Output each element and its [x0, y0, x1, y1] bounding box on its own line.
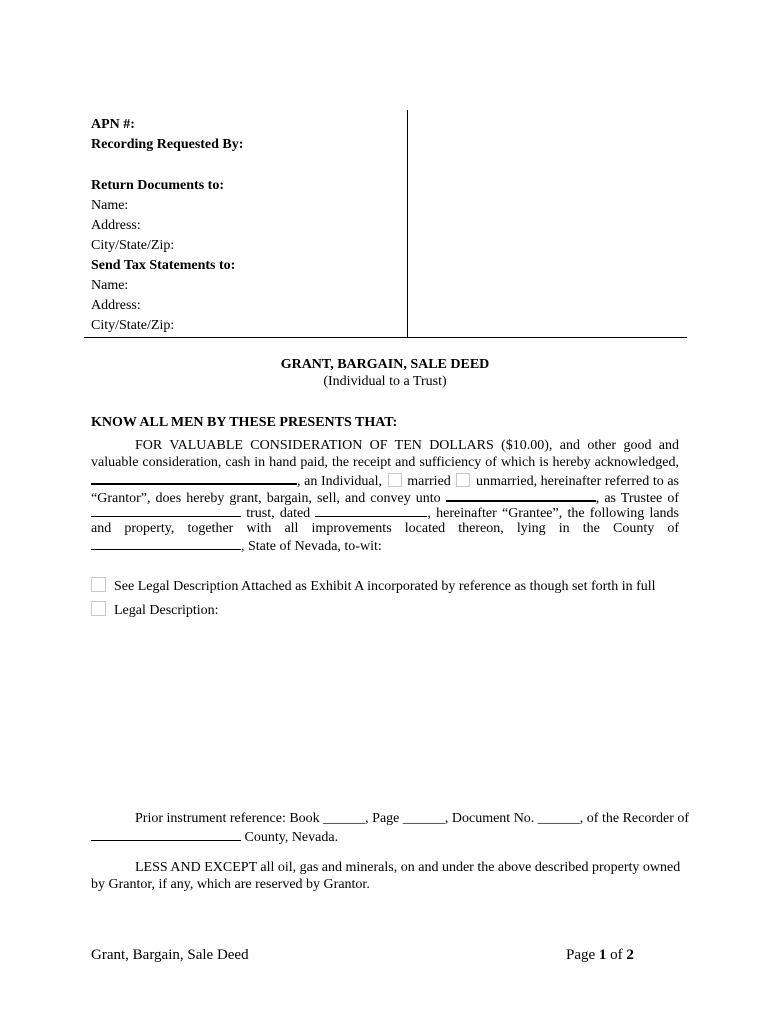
trust-date-field[interactable] [315, 504, 427, 517]
exhibit-option-label: See Legal Description Attached as Exhibit A incorporated by reference as though set forth in full [114, 579, 656, 594]
return-city-label: City/State/Zip: [91, 238, 175, 253]
footer-title: Grant, Bargain, Sale Deed [91, 947, 249, 963]
less-line: by Grantor, if any, which are reserved by Grantor. [91, 876, 370, 892]
tax-statements-label: Send Tax Statements to: [91, 258, 236, 273]
tax-city-label: City/State/Zip: [91, 318, 175, 333]
county-field[interactable] [91, 537, 241, 550]
recording-info [91, 115, 401, 336]
prior-line: Prior instrument reference: Book ______, Page ______, Document No. ______, of the Recorder of [135, 811, 690, 826]
body-line: “Grantor”, does hereby grant, bargain, sell, and convey unto , as Trustee of [91, 488, 679, 505]
less-line: LESS AND EXCEPT all oil, gas and minerals, on and under the above described property owned [135, 860, 681, 875]
legal-description-checkbox[interactable] [91, 601, 106, 616]
tax-address-label: Address: [91, 298, 141, 313]
recording-header [84, 110, 687, 338]
grantor-name-field[interactable] [91, 471, 297, 485]
trust-name-field[interactable] [91, 504, 241, 517]
body-line: , State of Nevada, to-wit: [91, 537, 679, 554]
prior-line: County, Nevada. [91, 828, 679, 845]
body-line: , an Individual, married unmarried, hereinafter referred to as [91, 471, 679, 488]
body-line: FOR VALUABLE CONSIDERATION OF TEN DOLLARS ($10.00), and other good and [135, 438, 679, 453]
less-except-paragraph [91, 860, 679, 893]
page-number: Page 1 of 2 [566, 947, 634, 963]
header-divider [407, 110, 408, 337]
unmarried-checkbox[interactable] [456, 473, 470, 487]
body-line: valuable consideration, cash in hand paid, the receipt and sufficiency of which is hereby acknowledged, [91, 454, 679, 470]
return-name-label: Name: [91, 198, 129, 213]
know-all-heading: KNOW ALL MEN BY THESE PRESENTS THAT: [91, 415, 398, 430]
apn-label: APN #: [91, 117, 135, 132]
body-line: and property, together with all improvements located thereon, lying in the County of [91, 520, 679, 536]
body-line: trust, dated , hereinafter “Grantee”, the following lands [91, 504, 679, 521]
consideration-paragraph [91, 438, 679, 554]
recording-requested-label: Recording Requested By: [91, 137, 244, 152]
return-documents-label: Return Documents to: [91, 178, 224, 193]
exhibit-checkbox[interactable] [91, 577, 106, 592]
exhibit-option [91, 577, 656, 597]
tax-name-label: Name: [91, 278, 129, 293]
prior-county-field[interactable] [91, 828, 241, 841]
legal-description-label: Legal Description: [114, 603, 219, 618]
return-address-label: Address: [91, 218, 141, 233]
deed-title: GRANT, BARGAIN, SALE DEED [280, 357, 490, 372]
legal-description-option [91, 601, 219, 621]
deed-subtitle: (Individual to a Trust) [323, 374, 447, 389]
prior-instrument-paragraph [91, 811, 690, 845]
trustee-name-field[interactable] [446, 488, 596, 502]
married-checkbox[interactable] [388, 473, 402, 487]
